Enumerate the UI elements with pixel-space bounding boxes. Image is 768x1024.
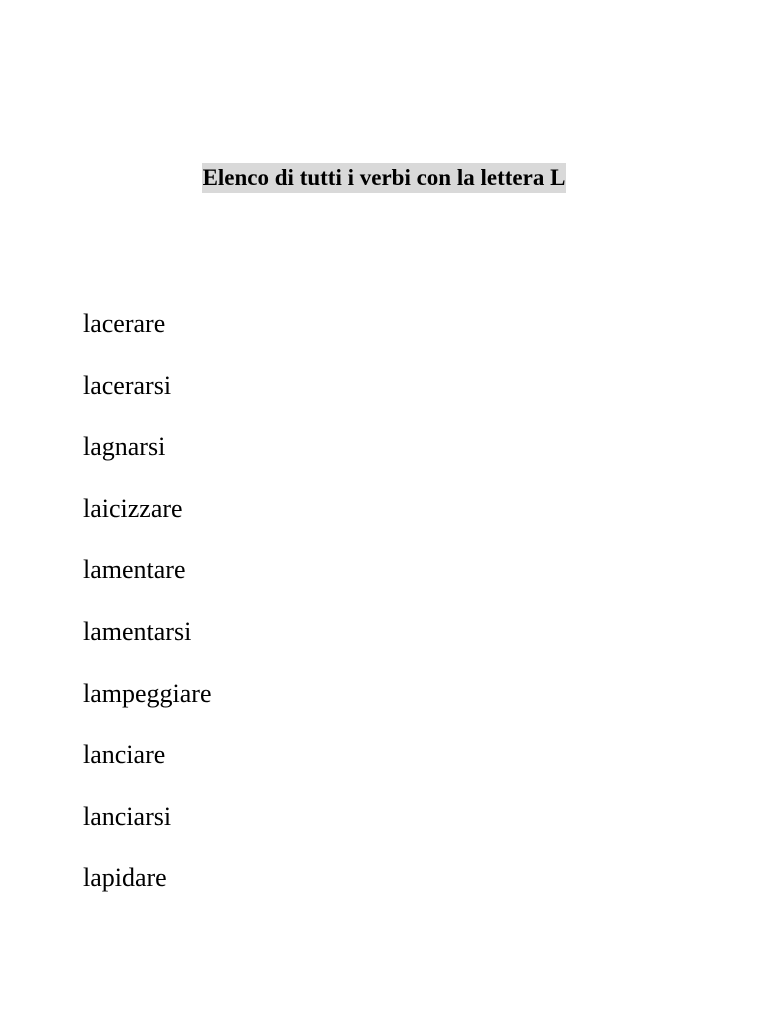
title-container <box>0 163 768 193</box>
list-item: laicizzare <box>83 493 183 523</box>
list-item: lagnarsi <box>83 432 166 462</box>
list-item: lacerarsi <box>83 370 172 400</box>
list-item: lamentarsi <box>83 616 192 646</box>
list-item: lamentare <box>83 555 186 585</box>
verb-list <box>83 307 212 923</box>
list-item: lanciarsi <box>83 801 172 831</box>
list-item: lampeggiare <box>83 678 212 708</box>
list-item: lacerare <box>83 309 166 338</box>
list-item: lapidare <box>83 863 167 893</box>
list-item: lanciare <box>83 740 166 770</box>
page-title: Elenco di tutti i verbi con la lettera L <box>202 163 567 193</box>
